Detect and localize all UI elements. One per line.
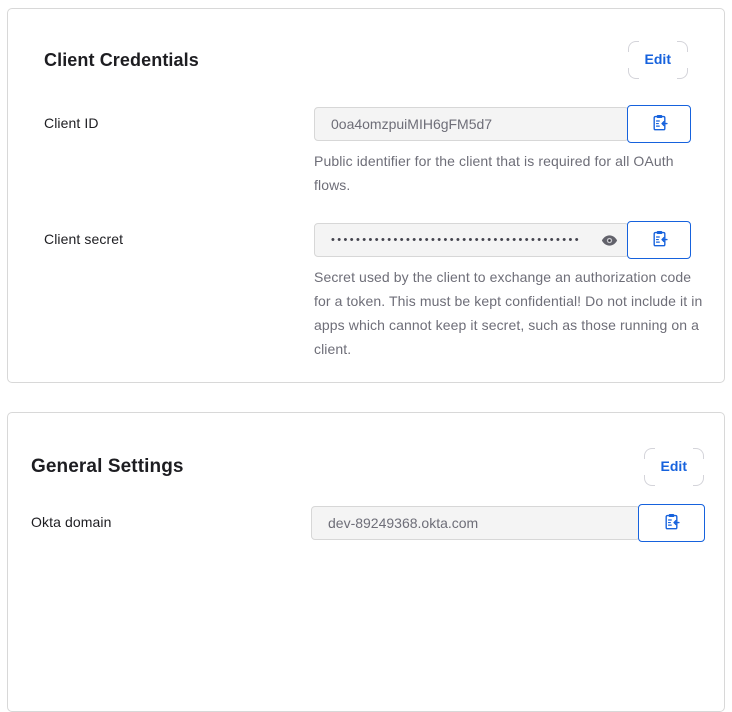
client-secret-value[interactable]: [314, 223, 629, 257]
edit-button[interactable]: [628, 41, 688, 79]
field-label: Client secret: [44, 231, 124, 247]
client-id-value[interactable]: 0oa4omzpuiMIH6gFM5d7: [314, 107, 629, 141]
client-credentials-card: [7, 8, 725, 383]
dashed-corner: [677, 41, 688, 52]
eye-icon[interactable]: [599, 232, 619, 248]
section-title: Client Credentials: [44, 49, 199, 70]
masked-secret: ••••••••••••••••••••••••••••••••••••••••: [331, 234, 582, 246]
dashed-corner: [628, 68, 639, 79]
section-header: [31, 446, 704, 487]
edit-link[interactable]: Edit: [644, 51, 671, 67]
edit-link[interactable]: Edit: [660, 457, 687, 474]
dashed-corner: [693, 475, 704, 486]
dashed-corner: [644, 475, 655, 486]
copy-client-secret-button[interactable]: [627, 221, 691, 259]
copy-to-clipboard-icon: [651, 230, 668, 250]
dashed-corner: [693, 448, 704, 459]
edit-button[interactable]: [644, 448, 704, 486]
dashed-corner: [644, 448, 655, 459]
section-title: General Settings: [31, 455, 184, 477]
client-id-help-text: Public identifier for the client that is required for all OAuth flows.: [314, 153, 674, 193]
section-header: [44, 42, 688, 78]
client-secret-row: [44, 221, 703, 361]
field-label: Okta domain: [31, 514, 112, 530]
copy-to-clipboard-icon: [663, 513, 680, 533]
copy-okta-domain-button[interactable]: [638, 504, 705, 542]
dashed-corner: [677, 68, 688, 79]
okta-domain-value[interactable]: dev-89249368.okta.com: [311, 506, 640, 540]
copy-client-id-button[interactable]: [627, 105, 691, 143]
copy-to-clipboard-icon: [651, 114, 668, 134]
okta-domain-row: [31, 504, 704, 542]
client-secret-help-text: Secret used by the client to exchange an authorization code for a token. This must be kept confidential! Do not include it in apps which cannot keep it secret, such as those running on a client.: [314, 269, 703, 357]
general-settings-card: [7, 412, 725, 712]
dashed-corner: [628, 41, 639, 52]
client-id-row: [44, 105, 688, 197]
field-label: Client ID: [44, 115, 99, 131]
